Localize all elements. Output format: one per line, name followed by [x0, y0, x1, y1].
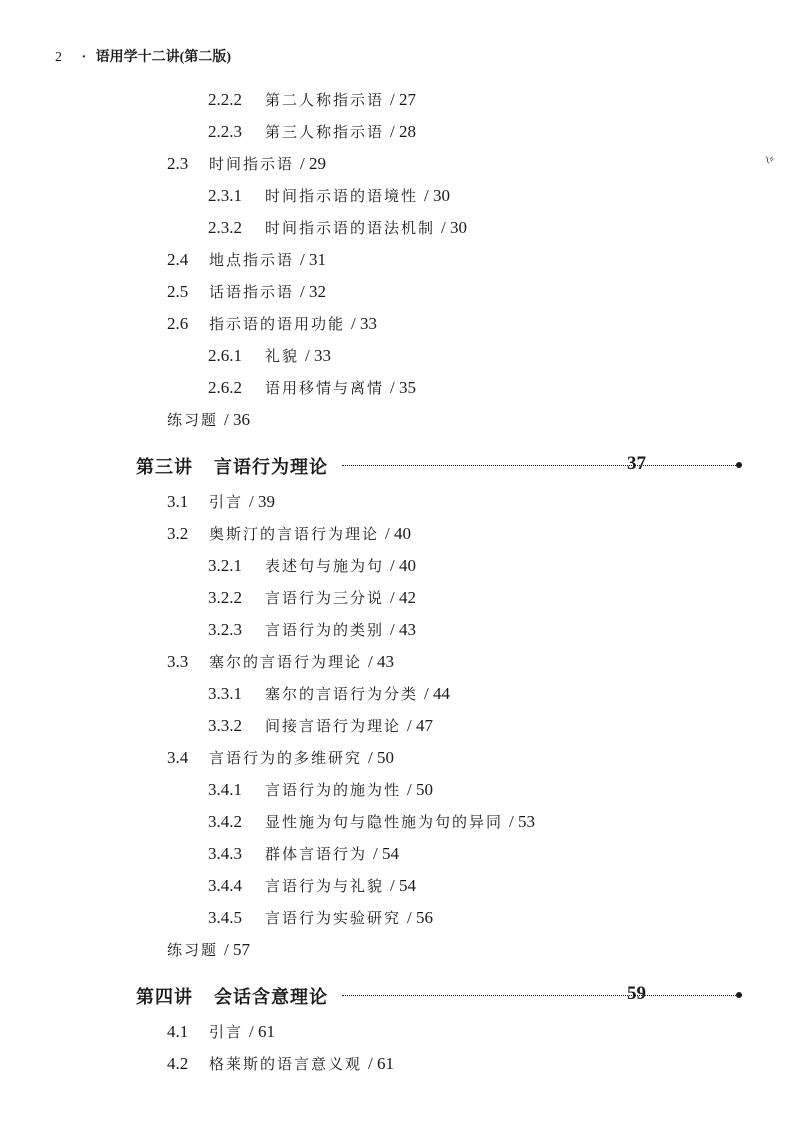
chapter-heading[interactable]: [136, 983, 646, 1013]
toc-entry[interactable]: [208, 714, 433, 738]
page-reference: / 39: [249, 492, 275, 511]
section-title: 塞尔的言语行为理论: [209, 653, 363, 671]
toc-entry[interactable]: [208, 618, 416, 642]
section-title: 间接言语行为理论: [265, 717, 402, 735]
page-reference: / 54: [390, 876, 416, 895]
toc-entry[interactable]: [167, 312, 377, 336]
toc-entry[interactable]: [167, 650, 394, 674]
page-reference: / 31: [300, 250, 326, 269]
toc-entry[interactable]: [208, 874, 416, 898]
section-title: 言语行为的多维研究: [209, 749, 363, 767]
toc-entry[interactable]: [167, 1020, 275, 1044]
page-reference: / 32: [300, 282, 326, 301]
page-reference: / 36: [224, 410, 250, 429]
toc-entry[interactable]: [208, 184, 450, 208]
toc-entry[interactable]: [167, 746, 394, 770]
section-title: 时间指示语: [209, 155, 295, 173]
dotted-leader: [342, 995, 742, 996]
section-title: 引言: [209, 493, 244, 511]
section-number: 3.1: [167, 492, 189, 511]
section-title: 奥斯汀的言语行为理论: [209, 525, 380, 543]
section-number: 2.3.2: [208, 218, 242, 237]
section-title: 时间指示语的语法机制: [265, 219, 436, 237]
section-number: 3.2.3: [208, 620, 242, 639]
toc-entry[interactable]: [208, 376, 416, 400]
section-number: 3.4.4: [208, 876, 242, 895]
section-number: 3.2: [167, 524, 189, 543]
section-number: 3.4: [167, 748, 189, 767]
section-title: 言语行为与礼貌: [265, 877, 385, 895]
section-number: 2.3.1: [208, 186, 242, 205]
section-number: 2.4: [167, 250, 189, 269]
section-title: 言语行为实验研究: [265, 909, 402, 927]
section-title: 第二人称指示语: [265, 91, 385, 109]
section-title: 第三人称指示语: [265, 123, 385, 141]
page-reference: / 50: [407, 780, 433, 799]
toc-entry[interactable]: [208, 216, 467, 240]
section-number: 4.2: [167, 1054, 189, 1073]
section-number: 3.2.2: [208, 588, 242, 607]
page-reference: / 61: [368, 1054, 394, 1073]
chapter-page: 59: [627, 983, 646, 1004]
page-reference: / 28: [390, 122, 416, 141]
toc-entry[interactable]: [208, 778, 433, 802]
toc-entry[interactable]: [208, 88, 416, 112]
section-number: 3.3.2: [208, 716, 242, 735]
section-title: 时间指示语的语境性: [265, 187, 419, 205]
section-number: 3.4.1: [208, 780, 242, 799]
page-reference: / 44: [424, 684, 450, 703]
page-reference: / 61: [249, 1022, 275, 1041]
page-reference: / 29: [300, 154, 326, 173]
section-title: 练习题: [167, 411, 219, 429]
toc-entry[interactable]: [208, 344, 331, 368]
page-reference: / 43: [390, 620, 416, 639]
page-reference: / 30: [424, 186, 450, 205]
toc-entry[interactable]: [167, 248, 326, 272]
page-reference: / 43: [368, 652, 394, 671]
chapter-page: 37: [627, 453, 646, 474]
toc-entry[interactable]: [167, 280, 326, 304]
toc-entry[interactable]: [208, 554, 416, 578]
toc-entry[interactable]: [167, 152, 326, 176]
section-number: 3.4.2: [208, 812, 242, 831]
toc-entry[interactable]: [208, 120, 416, 144]
book-title: 语用学十二讲(第二版): [95, 50, 231, 65]
chapter-heading[interactable]: [136, 453, 646, 483]
section-title: 言语行为的施为性: [265, 781, 402, 799]
leader-end-dot: [736, 462, 742, 468]
page-reference: / 56: [407, 908, 433, 927]
section-title: 话语指示语: [209, 283, 295, 301]
page-reference: / 33: [305, 346, 331, 365]
section-number: 2.6.2: [208, 378, 242, 397]
page-reference: / 47: [407, 716, 433, 735]
toc-entry[interactable]: [208, 906, 433, 930]
section-title: 显性施为句与隐性施为句的异同: [265, 813, 504, 831]
header-separator: ·: [81, 50, 87, 65]
toc-entry[interactable]: [167, 938, 250, 962]
toc-entry[interactable]: [208, 810, 535, 834]
section-title: 礼貌: [265, 347, 300, 365]
page-reference: / 30: [441, 218, 467, 237]
section-title: 言语行为的类别: [265, 621, 385, 639]
section-title: 练习题: [167, 941, 219, 959]
section-title: 语用移情与离情: [265, 379, 385, 397]
section-title: 表述句与施为句: [265, 557, 385, 575]
page-reference: / 53: [509, 812, 535, 831]
section-number: 2.2.3: [208, 122, 242, 141]
page-reference: / 40: [385, 524, 411, 543]
section-title: 言语行为三分说: [265, 589, 385, 607]
section-number: 3.3: [167, 652, 189, 671]
section-number: 3.2.1: [208, 556, 242, 575]
section-title: 群体言语行为: [265, 845, 368, 863]
chapter-title: 言语行为理论: [214, 457, 328, 478]
section-title: 地点指示语: [209, 251, 295, 269]
toc-entry[interactable]: [167, 408, 250, 432]
section-title: 塞尔的言语行为分类: [265, 685, 419, 703]
section-title: 格莱斯的语言意义观: [209, 1055, 363, 1073]
page-reference: / 35: [390, 378, 416, 397]
chapter-label: 第三讲: [136, 457, 193, 478]
section-title: 指示语的语用功能: [209, 315, 346, 333]
toc-entry[interactable]: [167, 490, 275, 514]
page-reference: / 54: [373, 844, 399, 863]
toc-entry[interactable]: [208, 842, 399, 866]
section-title: 引言: [209, 1023, 244, 1041]
page-reference: / 27: [390, 90, 416, 109]
page-reference: / 40: [390, 556, 416, 575]
ink-mark: ≀⸗: [762, 150, 776, 168]
section-number: 3.4.5: [208, 908, 242, 927]
toc-entry[interactable]: [167, 522, 411, 546]
toc-entry[interactable]: [167, 1052, 394, 1076]
page-number: 2: [55, 50, 62, 65]
toc-entry[interactable]: [208, 682, 450, 706]
section-number: 4.1: [167, 1022, 189, 1041]
section-number: 2.6.1: [208, 346, 242, 365]
section-number: 3.4.3: [208, 844, 242, 863]
page-reference: / 57: [224, 940, 250, 959]
section-number: 2.2.2: [208, 90, 242, 109]
chapter-title: 会话含意理论: [214, 987, 328, 1008]
page-reference: / 33: [351, 314, 377, 333]
section-number: 3.3.1: [208, 684, 242, 703]
section-number: 2.3: [167, 154, 189, 173]
leader-end-dot: [736, 992, 742, 998]
page-reference: / 42: [390, 588, 416, 607]
section-number: 2.5: [167, 282, 189, 301]
toc-entry[interactable]: [208, 586, 416, 610]
chapter-label: 第四讲: [136, 987, 193, 1008]
page-reference: / 50: [368, 748, 394, 767]
section-number: 2.6: [167, 314, 189, 333]
running-header: [55, 46, 231, 66]
dotted-leader: [342, 465, 742, 466]
